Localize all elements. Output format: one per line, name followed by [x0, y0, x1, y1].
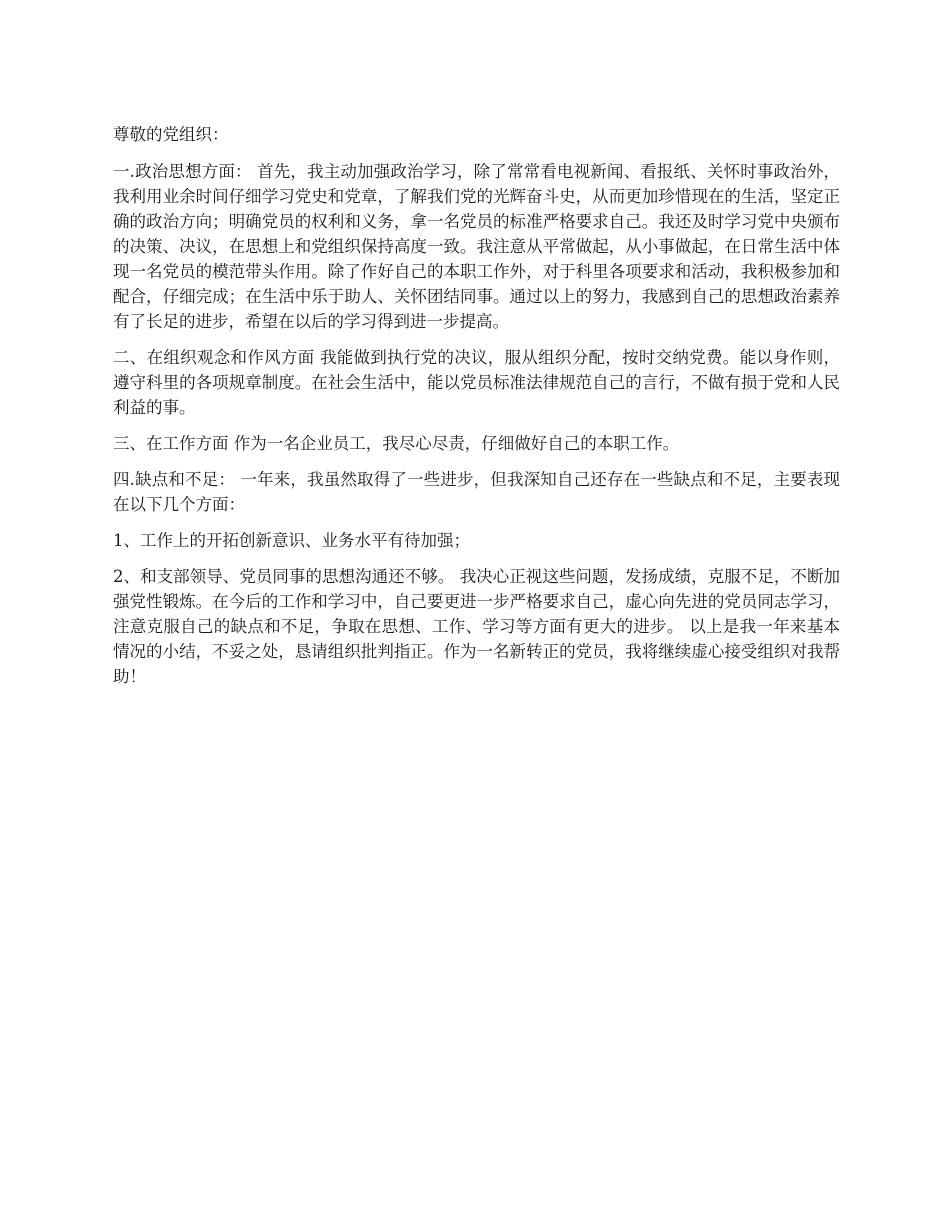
- paragraph-organization-conduct: 二、在组织观念和作风方面 我能做到执行党的决议，服从组织分配，按时交纳党费。能以身作则，遵守科里的各项规章制度。在社会生活中，能以党员标准法律规范自己的言行，不做有损于党和人民利益的事。: [113, 348, 840, 417]
- document-page: [113, 122, 840, 700]
- paragraph-shortcomings: 四.缺点和不足： 一年来，我虽然取得了一些进步，但我深知自己还存在一些缺点和不足，主要表现在以下几个方面：: [113, 470, 840, 514]
- paragraph-shortcoming-2: 2、和支部领导、党员同事的思想沟通还不够。 我决心正视这些问题，发扬成绩，克服不足，不断加强党性锻炼。在今后的工作和学习中，自己要更进一步严格要求自己，虚心向先进的党员同志学习，注意克服自己的缺点和不足，争取在思想、工作、学习等方面有更大的进步。 以上是我一年来基本情况的小结，不妥之处，恳请组织批判指正。作为一名新转正的党员，我将继续虚心接受组织对我帮助！: [113, 567, 840, 686]
- letter-greeting: 尊敬的党组织：: [113, 125, 229, 144]
- paragraph-work: 三、在工作方面 作为一名企业员工，我尽心尽责，仔细做好自己的本职工作。: [113, 434, 680, 453]
- paragraph-shortcoming-1: 1、工作上的开拓创新意识、业务水平有待加强；: [113, 531, 470, 550]
- paragraph-political-thought: 一.政治思想方面： 首先，我主动加强政治学习，除了常常看电视新闻、看报纸、关怀时事政治外，我利用业余时间仔细学习党史和党章，了解我们党的光辉奋斗史，从而更加珍惜现在的生活，坚定正确的政治方向；明确党员的权利和义务，拿一名党员的标准严格要求自己。我还及时学习党中央颁布的决策、决议，在思想上和党组织保持高度一致。我注意从平常做起，从小事做起，在日常生活中体现一名党员的模范带头作用。除了作好自己的本职工作外，对于科里各项要求和活动，我积极参加和配合，仔细完成；在生活中乐于助人、关怀团结同事。通过以上的努力，我感到自己的思想政治素养有了长足的进步，希望在以后的学习得到进一步提高。: [113, 162, 840, 331]
